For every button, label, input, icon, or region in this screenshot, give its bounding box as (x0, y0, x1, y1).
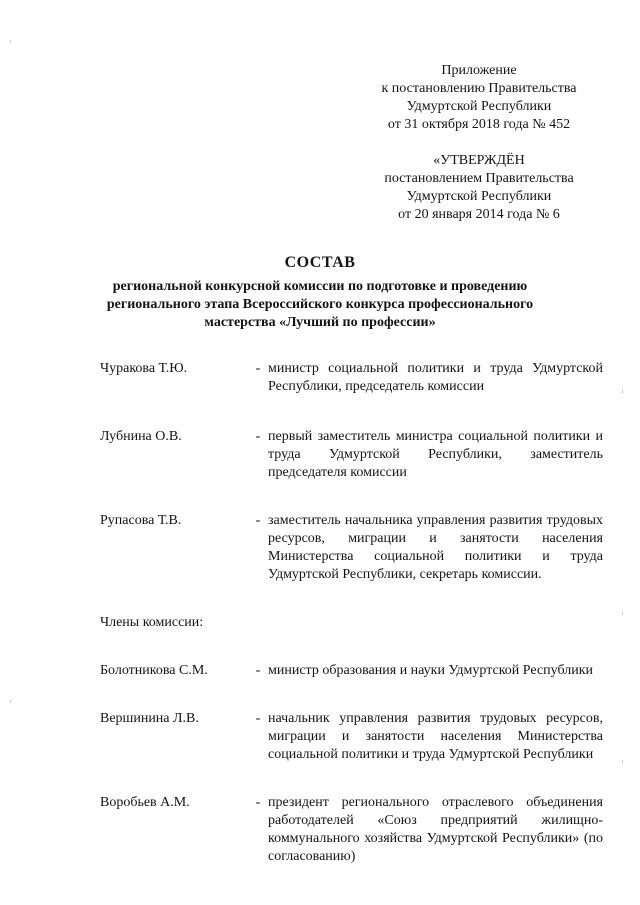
approval-line: «УТВЕРЖДЁН (433, 153, 525, 168)
member-row (100, 428, 603, 482)
member-name: Воробьев А.М. (100, 795, 190, 810)
member-dash: - (255, 513, 261, 528)
member-role: начальник управления развития трудовых ресурсов, миграции и занятости населения Министерства социальной политики и труда Удмуртской Республики (268, 711, 603, 762)
member-name: Лубнина О.В. (100, 429, 182, 444)
member-dash: - (255, 663, 261, 678)
member-name: Вершинина Л.В. (100, 711, 199, 726)
member-dash: - (255, 711, 261, 726)
approval-stamp (354, 62, 604, 224)
member-row (100, 794, 603, 866)
scan-speck (622, 390, 623, 393)
title-sub-line: регионального этапа Всероссийского конкурса профессионального (106, 297, 534, 312)
document-title (70, 254, 570, 332)
member-name: Рупасова Т.В. (100, 513, 182, 528)
approval-line: Удмуртской Республики (406, 189, 552, 204)
title-main: СОСТАВ (284, 254, 356, 271)
approval-line: постановлением Правительства (384, 171, 574, 186)
member-role: первый заместитель министра социальной политики и труда Удмуртской Республики, заместитель председателя комиссии (268, 429, 603, 480)
members-section-label: Члены комиссии: (100, 615, 204, 630)
member-dash: - (255, 361, 261, 376)
approval-line: к постановлению Правительства (381, 81, 577, 96)
member-name: Болотникова С.М. (100, 663, 208, 678)
scan-speck (10, 40, 11, 43)
approval-line: Приложение (441, 63, 517, 78)
scan-speck (622, 612, 623, 615)
member-row (100, 710, 603, 764)
approval-line: Удмуртской Республики (406, 99, 552, 114)
member-role: президент регионального отраслевого объединения работодателей «Союз предприятий жилищно-коммунального хозяйства Удмуртской Республики» (по согласованию) (268, 795, 603, 864)
title-sub-line: мастерства «Лучший по профессии» (204, 315, 436, 330)
member-role: заместитель начальника управления развития трудовых ресурсов, миграции и занятости населения Министерства социальной политики и труда Удмуртской Республики, секретарь комиссии. (268, 513, 603, 582)
title-sub-line: региональной конкурсной комиссии по подготовке и проведению (112, 279, 528, 294)
approval-line: от 20 января 2014 года № 6 (398, 207, 560, 222)
member-row (100, 512, 603, 584)
approval-line: от 31 октября 2018 года № 452 (387, 117, 571, 132)
scan-speck (622, 760, 623, 763)
scan-speck (10, 700, 11, 703)
member-row (100, 360, 603, 396)
member-row (100, 662, 603, 680)
member-name: Чуракова Т.Ю. (100, 361, 188, 376)
member-role: министр образования и науки Удмуртской Республики (268, 663, 594, 678)
member-dash: - (255, 795, 261, 810)
member-dash: - (255, 429, 261, 444)
member-list (100, 360, 603, 866)
member-role: министр социальной политики и труда Удмуртской Республики, председатель комиссии (268, 361, 603, 394)
